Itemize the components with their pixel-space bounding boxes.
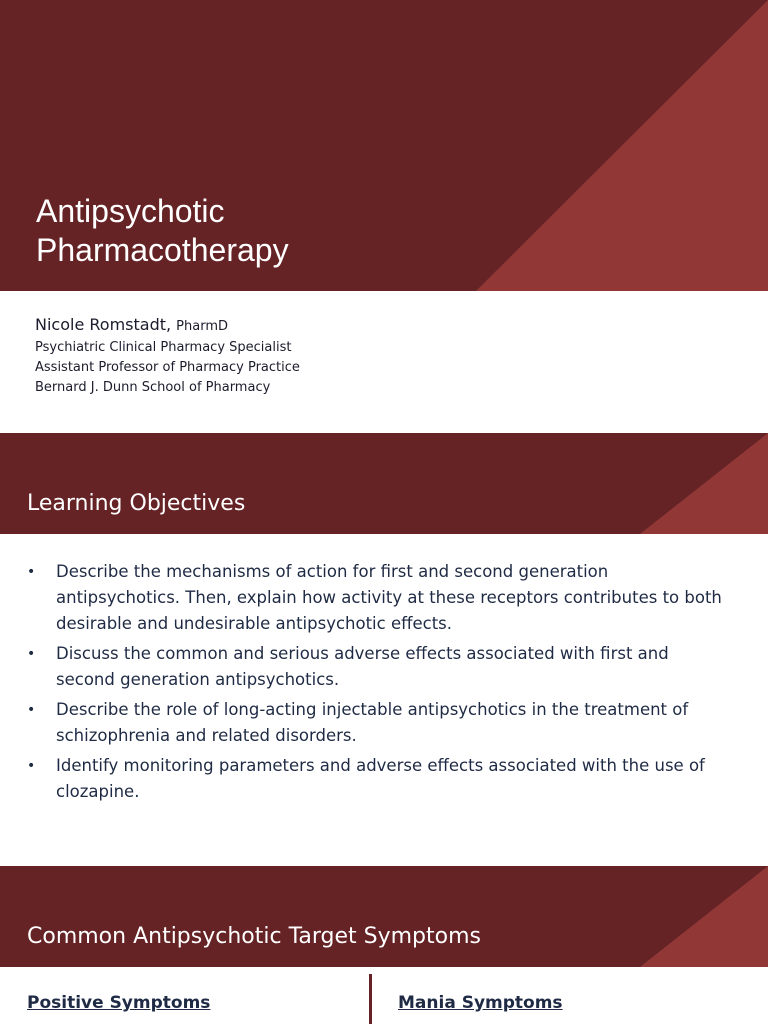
bullet-icon: •: [27, 564, 36, 580]
author-title: Assistant Professor of Pharmacy Practice: [35, 360, 300, 375]
title-slide: [0, 0, 768, 433]
column-divider: [369, 974, 372, 1024]
author-institution: Bernard J. Dunn School of Pharmacy: [35, 380, 271, 395]
list-item: [27, 559, 727, 637]
author-role: Psychiatric Clinical Pharmacy Specialist: [35, 340, 292, 355]
author-credential: PharmD: [176, 319, 229, 334]
author-block: [35, 314, 300, 398]
objectives-list: [27, 559, 727, 809]
list-item-text: Discuss the common and serious adverse effects associated with first and second generation antipsychotics.: [56, 644, 669, 689]
list-item: [27, 641, 727, 693]
symptoms-heading: Common Antipsychotic Target Symptoms: [27, 924, 481, 949]
bullet-icon: •: [27, 702, 36, 718]
objectives-banner: [0, 433, 768, 534]
list-item: [27, 697, 727, 749]
list-item: [27, 753, 727, 805]
author-name-line: [35, 314, 300, 338]
objectives-heading: Learning Objectives: [27, 491, 246, 516]
title-banner: [0, 0, 768, 291]
list-item-text: Describe the role of long-acting injectable antipsychotics in the treatment of schizophrenia and related disorders.: [56, 700, 689, 745]
list-item-text: Identify monitoring parameters and adverse effects associated with the use of clozapine.: [56, 756, 705, 801]
title-line-2: Pharmacotherapy: [36, 232, 289, 268]
bullet-icon: •: [27, 646, 36, 662]
symptoms-banner: [0, 866, 768, 967]
author-name: Nicole Romstadt,: [35, 315, 177, 334]
symptoms-slide: [0, 866, 768, 1024]
mania-symptoms-heading: Mania Symptoms: [398, 993, 563, 1013]
bullet-icon: •: [27, 758, 36, 774]
objectives-slide: [0, 433, 768, 866]
title-line-1: Antipsychotic: [36, 193, 225, 229]
list-item-text: Describe the mechanisms of action for first and second generation antipsychotics. Then, explain how activity at these receptors contributes to both desirable and undesirable antipsychotic effects.: [56, 562, 722, 633]
presentation-title: [36, 192, 289, 270]
positive-symptoms-heading: Positive Symptoms: [27, 993, 211, 1013]
